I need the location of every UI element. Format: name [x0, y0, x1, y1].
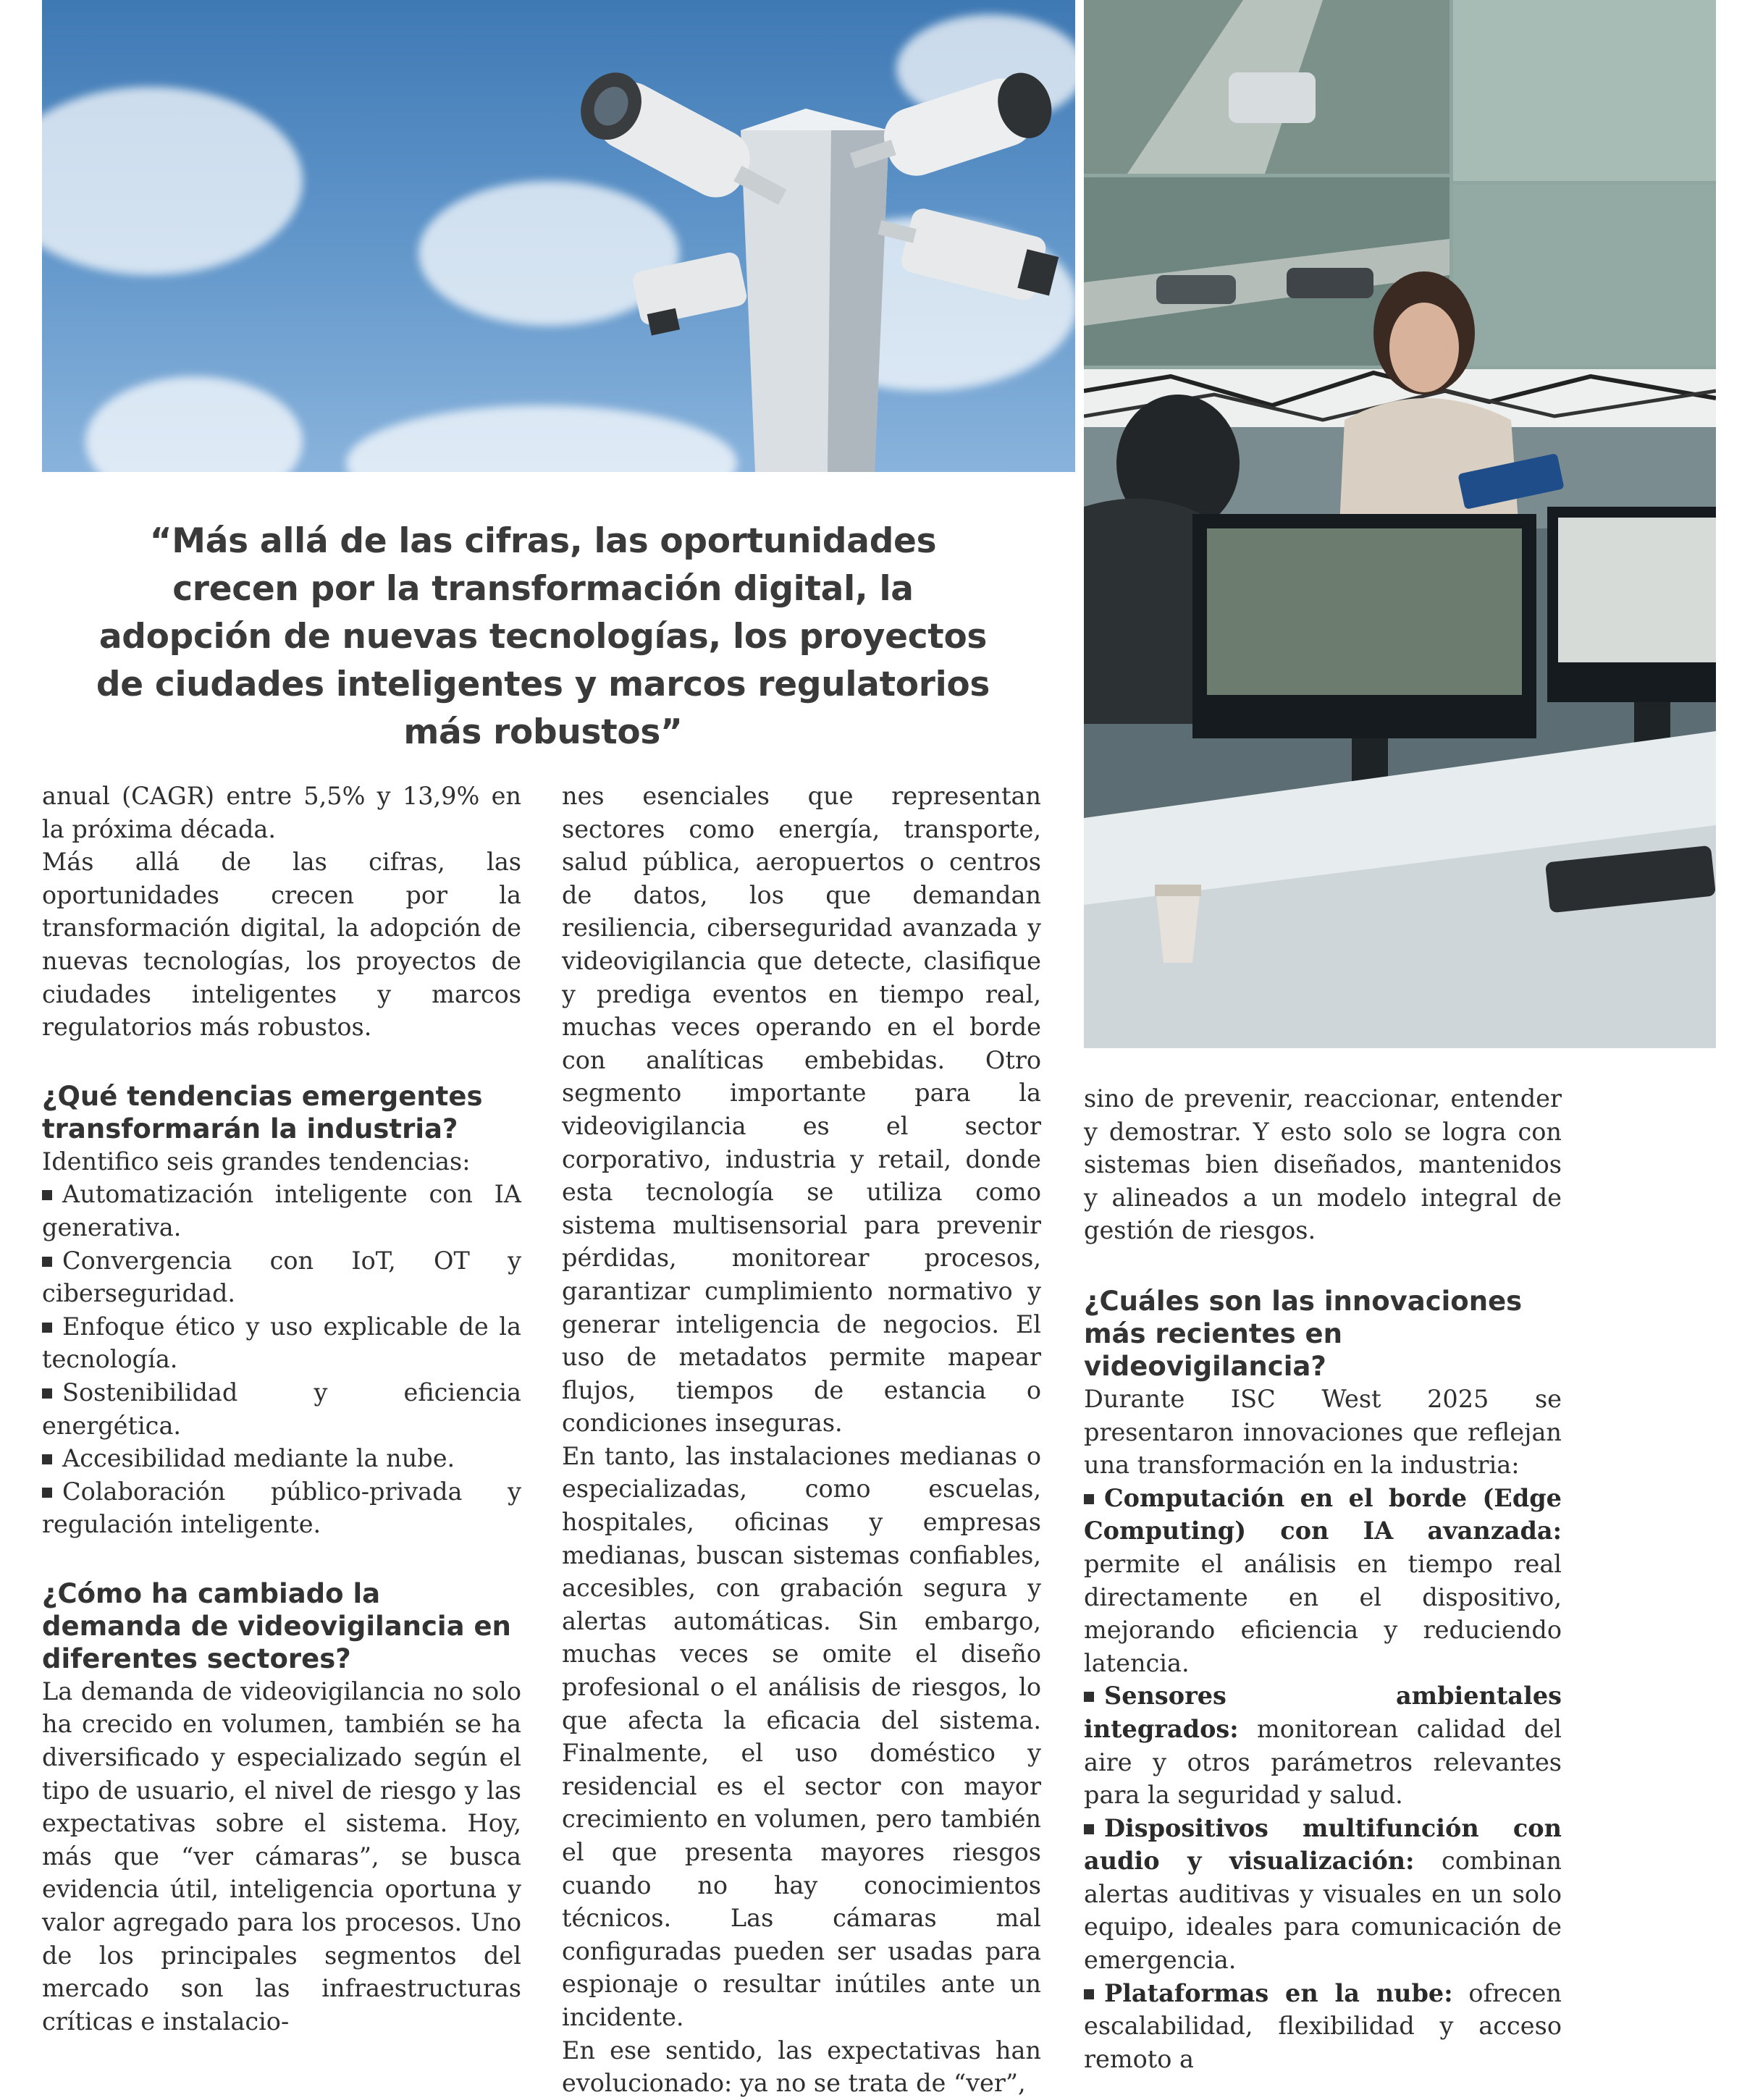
paragraph: sino de prevenir, reaccionar, entender y demostrar. Y esto solo se logra con sistemas bien diseñados, mantenidos y alineados a un modelo integral de gestión de riesgos. [1084, 1084, 1562, 1245]
list-item: Enfoque ético y uso explicable de la tecnología. [42, 1312, 521, 1374]
list-item: Colaboración público-privada y regulación inteligente. [42, 1477, 521, 1539]
list-item: Sostenibilidad y eficiencia energética. [42, 1378, 521, 1440]
list-item: Plataformas en la nube: ofrecen escalabilidad, flexibilidad y acceso remoto a [1084, 1978, 1562, 2073]
item-title: Dispositivos multifunción con audio y visualización: [1084, 1813, 1562, 1876]
list-item: Convergencia con IoT, OT y ciberseguridad. [42, 1246, 521, 1308]
bullet-square-icon [42, 1323, 52, 1333]
item-title: Plataformas en la nube: [1104, 1978, 1453, 2007]
paragraph: nes esenciales que representan sectores como energía, transporte, salud pública, aeropuertos o centros de datos, los que demandan resiliencia, ciberseguridad avanzada y videovigilancia que detecte, clasifique y prediga eventos en tiempo real, muchas veces operando en el borde con analíticas embebidas. Otro segmento importante para la videovigilancia es el sector corporativo, industria y retail, donde esta tecnología se utiliza como sistema multisensorial para prevenir pérdidas, monitorear procesos, garantizar cumplimiento normativo y generar inteligencia de negocios. El uso de metadatos permite mapear flujos, tiempos de estancia o condiciones inseguras. [562, 782, 1041, 1438]
column-2 [562, 780, 1041, 2100]
item-title: Computación en el borde (Edge Computing) con IA avanzada: [1084, 1483, 1562, 1546]
list-item: Computación en el borde (Edge Computing) con IA avanzada: permite el análisis en tiempo real directamente en el dispositivo, mejorando eficiencia y reduciendo latencia. [1084, 1483, 1562, 1677]
column-1 [42, 780, 521, 2038]
bullet-square-icon [42, 1388, 52, 1399]
bullet-square-icon [1084, 1824, 1094, 1834]
list-item: Dispositivos multifunción con audio y visualización: combinan alertas auditivas y visuales en un solo equipo, ideales para comunicación de emergencia. [1084, 1813, 1562, 1975]
paragraph: En tanto, las instalaciones medianas o especializadas, como escuelas, hospitales, oficinas y empresas medianas, buscan sistemas confiables, accesibles, con grabación segura y alertas automáticas. Sin embargo, muchas veces se omite el diseño profesional o el análisis de riesgos, lo que afecta la eficacia del sistema. Finalmente, el uso doméstico y residencial es el sector con mayor crecimiento en volumen, pero también el que presenta mayores riesgos cuando no hay conocimientos técnicos. Las cámaras mal configuradas pueden ser usadas para espionaje o resultar inútiles ante un incidente. [562, 1441, 1041, 2031]
bullet-square-icon [1084, 1989, 1094, 1999]
section-heading: ¿Cuáles son las innovaciones más recientes en videovigilancia? [1084, 1285, 1523, 1382]
paragraph: Durante ISC West 2025 se presentaron innovaciones que reflejan una transformación en la industria: [1084, 1384, 1562, 1480]
bullet-square-icon [42, 1257, 52, 1267]
paragraph: anual (CAGR) entre 5,5% y 13,9% en la próxima década. [42, 782, 521, 843]
bullet-square-icon [42, 1488, 52, 1498]
paragraph: Identifico seis grandes tendencias: [42, 1147, 471, 1176]
list-item: Automatización inteligente con IA generativa. [42, 1180, 521, 1241]
paragraph: Más allá de las cifras, las oportunidades crecen por la transformación digital, la adopción de nuevas tecnologías, los proyectos de ciudades inteligentes y marcos regulatorios más robustos. [42, 848, 521, 1042]
column-3 [1084, 1082, 1562, 2075]
cameras-photo [42, 0, 1075, 472]
paragraph: La demanda de videovigilancia no solo ha crecido en volumen, también se ha diversificado y especializado según el tipo de usuario, el nivel de riesgo y las expectativas sobre el sistema. Hoy, más que “ver cámaras”, se busca evidencia útil, inteligencia oportuna y valor agregado para los procesos. Uno de los principales segmentos del mercado son las infraestructuras críticas e instalacio- [42, 1677, 521, 2036]
bullet-square-icon [1084, 1494, 1094, 1504]
item-title: Sensores ambientales integrados: [1084, 1682, 1562, 1743]
section-heading: ¿Qué tendencias emergentes transformarán la industria? [42, 1080, 483, 1144]
list-item: Sensores ambientales integrados: monitorean calidad del aire y otros parámetros relevantes para la seguridad y salud. [1084, 1682, 1562, 1810]
paragraph: En ese sentido, las expectativas han evolucionado: ya no se trata de “ver”, [562, 2036, 1041, 2098]
bullet-square-icon [42, 1454, 52, 1464]
pull-quote: “Más allá de las cifras, las oportunidades crecen por la transformación digital, la adopción de nuevas tecnologías, los proyectos de ciudades inteligentes y marcos regulatorios más robustos” [96, 521, 990, 752]
list-item: Accesibilidad mediante la nube. [42, 1442, 521, 1475]
section-heading: ¿Cómo ha cambiado la demanda de videovigilancia en diferentes sectores? [42, 1577, 511, 1674]
bullet-square-icon [1084, 1692, 1094, 1702]
control-room-photo [1084, 0, 1716, 1048]
bullet-square-icon [42, 1190, 52, 1200]
